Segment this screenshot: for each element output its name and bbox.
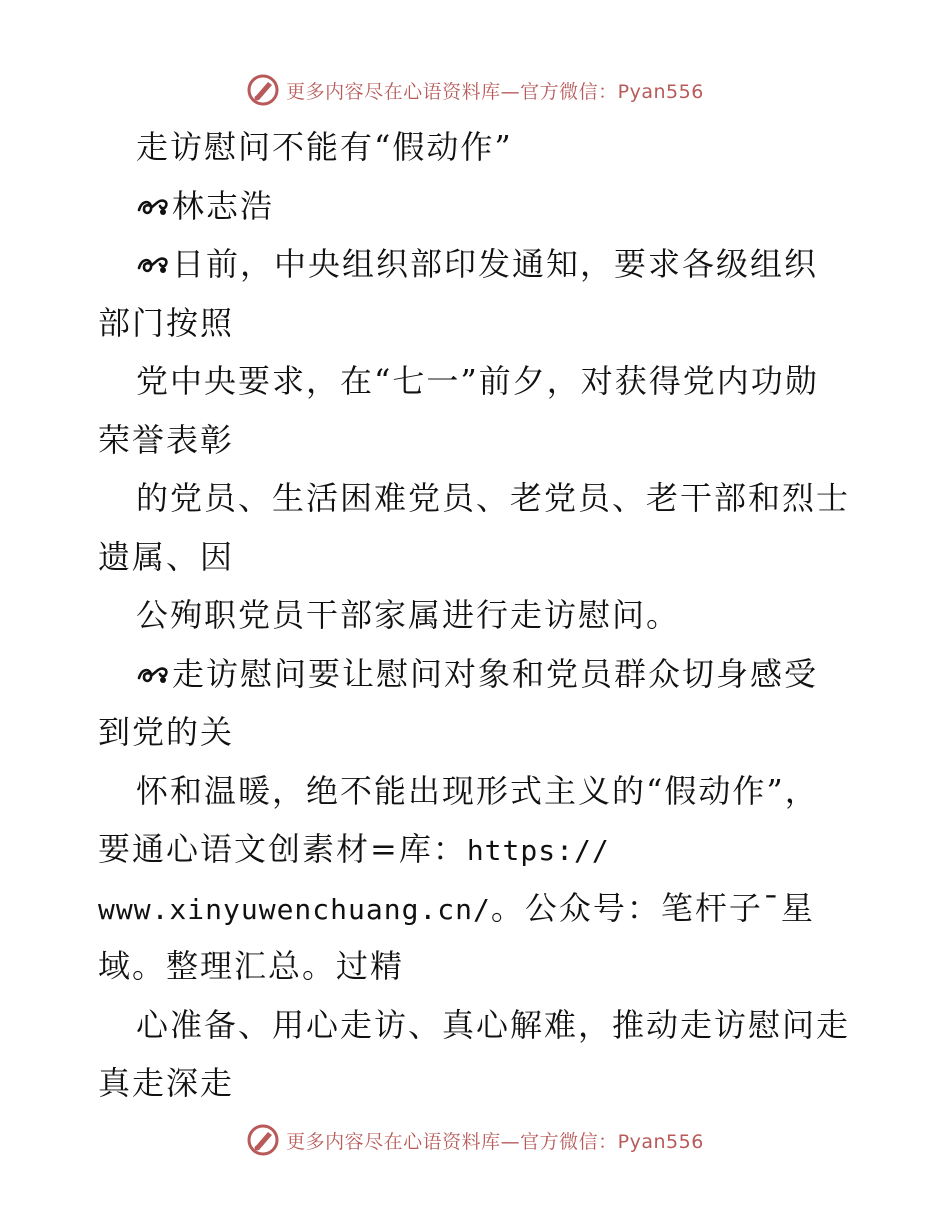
paragraph-line: 域。整理汇总。过精 — [98, 947, 405, 985]
url-text: https:// — [466, 834, 610, 867]
paragraph-text: 要通心语文创素材=库： — [98, 830, 467, 868]
author-name: 林志浩 — [172, 186, 275, 225]
banner-text: 更多内容尽在心语资料库—官方微信：Pyan556 — [286, 80, 704, 103]
paragraph-line: 心准备、用心走访、真心解难，推动走访慰问走 — [136, 1005, 851, 1044]
paragraph-line: 部门按照 — [98, 303, 235, 342]
paragraph-line: 党中央要求，在“七一”前夕，对获得党内功勋 — [136, 362, 819, 400]
flourish-icon — [136, 192, 172, 220]
brush-seal-icon — [246, 73, 280, 107]
banner-text: 更多内容尽在心语资料库—官方微信：Pyan556 — [286, 1130, 704, 1153]
paragraph-line: 的党员、生活困难党员、老党员、老干部和烈士 — [136, 479, 851, 517]
paragraph-line: 到党的关 — [98, 713, 235, 751]
header-banner — [0, 70, 950, 110]
url-text: www.xinyuwenchuang.cn/ — [98, 892, 491, 926]
paragraph-line: 荣誉表彰 — [98, 420, 235, 459]
document-title: 走访慰问不能有“假动作” — [136, 128, 513, 166]
flourish-icon — [136, 250, 172, 278]
paragraph-line: 公殉职党员干部家属进行走访慰问。 — [136, 596, 681, 634]
paragraph-line: 遗属、因 — [98, 537, 235, 576]
paragraph-line: 真走深走 — [98, 1064, 235, 1102]
document-body — [98, 118, 878, 1113]
paragraph-line — [98, 645, 878, 704]
paragraph-line — [98, 879, 878, 938]
paragraph-text: 。公众号：笔杆子ˉ星 — [490, 888, 815, 927]
author-line — [98, 177, 878, 236]
paragraph-line — [98, 235, 878, 294]
footer-banner — [0, 1120, 950, 1160]
paragraph-line: 怀和温暖，绝不能出现形式主义的“假动作”， — [136, 771, 819, 810]
paragraph-text: 日前，中央组织部印发通知，要求各级组织 — [172, 245, 819, 283]
flourish-icon — [136, 660, 172, 688]
paragraph-text: 走访慰问要让慰问对象和党员群众切身感受 — [172, 654, 819, 693]
paragraph-line — [98, 820, 878, 879]
brush-seal-icon — [246, 1123, 280, 1157]
